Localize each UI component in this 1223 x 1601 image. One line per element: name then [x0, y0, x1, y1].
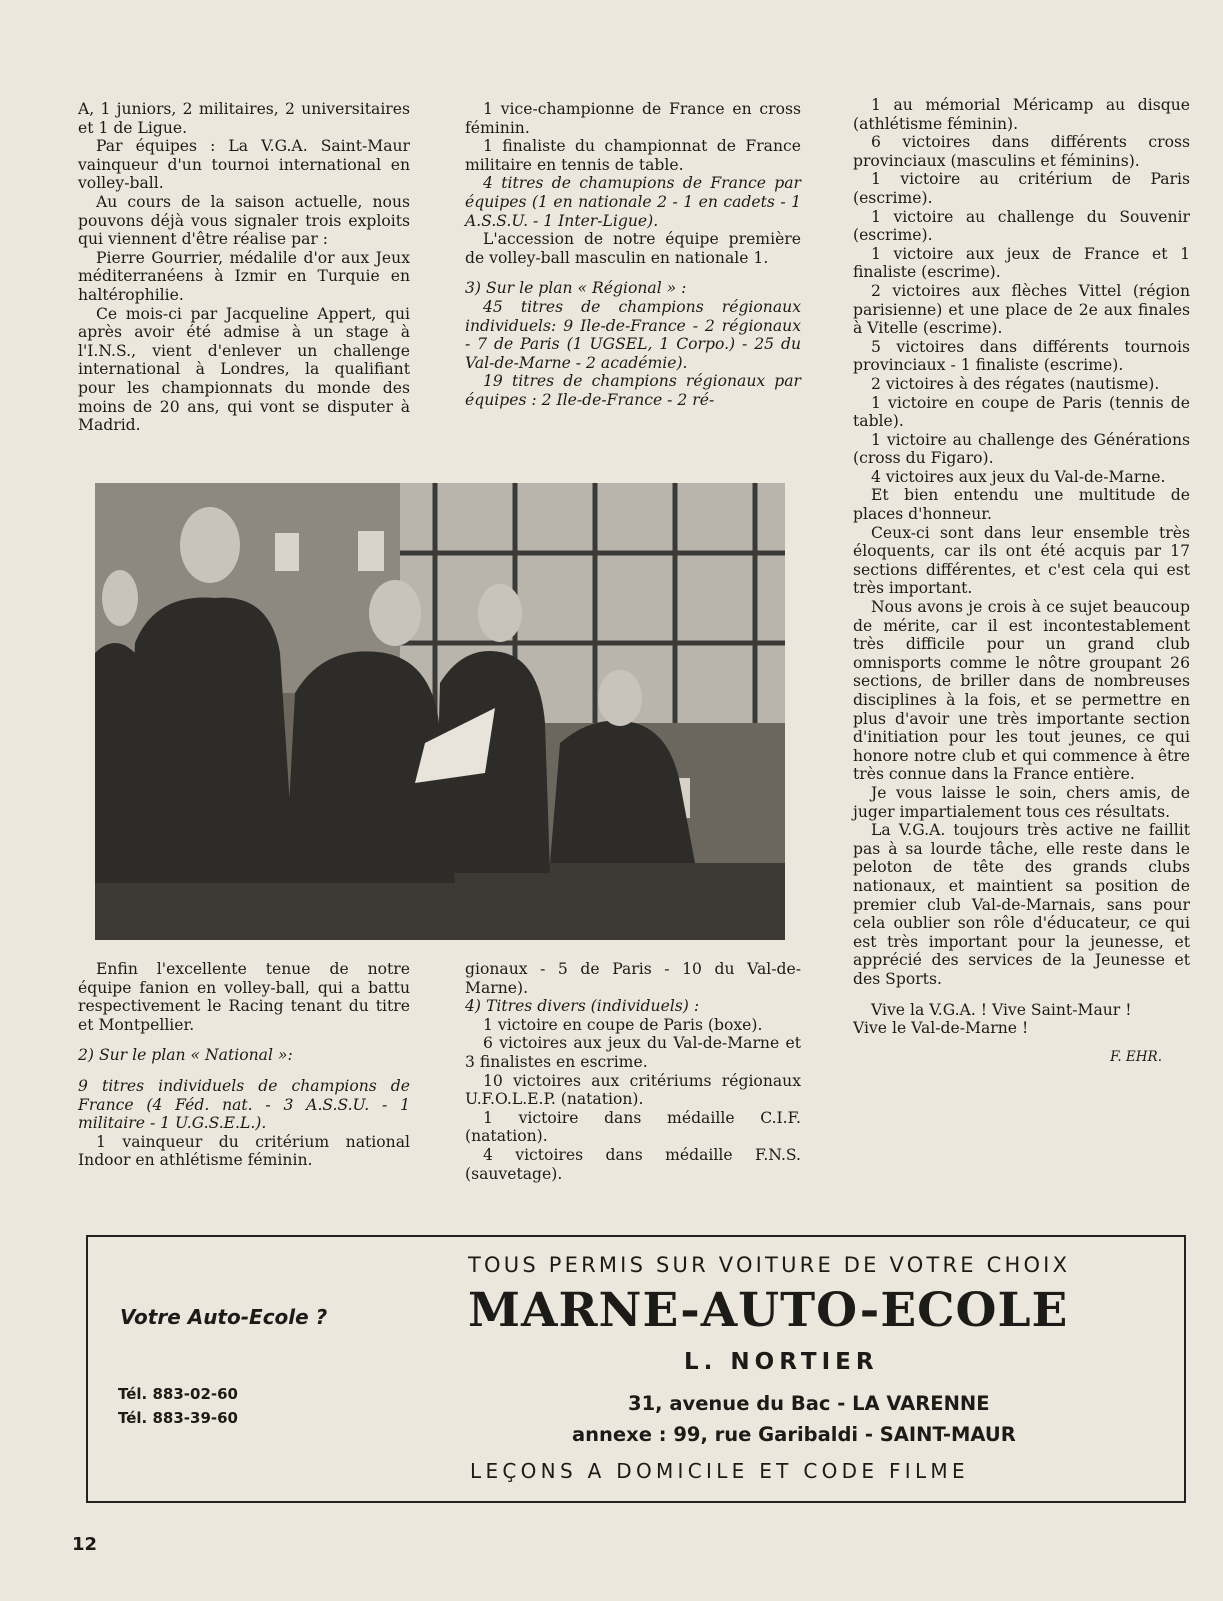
section-heading: 4) Titres divers (individuels) : [465, 997, 700, 1016]
ad-phone: Tél. 883-02-60 [118, 1385, 238, 1403]
left-column-bottom [78, 960, 410, 1170]
ad-tagline: Votre Auto-Ecole ? [120, 1305, 328, 1329]
left-column-top [78, 100, 410, 435]
paragraph: 1 finaliste du championnat de France militaire en tennis de table. [465, 137, 801, 174]
paragraph: 2 victoires à des régates (nautisme). [871, 374, 1160, 393]
advertisement-box [86, 1235, 1186, 1503]
paragraph: 2 victoires aux flèches Vittel (région parisienne) et une place de 2e aux finales à Vitelle (escrime). [853, 281, 1190, 338]
paragraph: 1 au mémorial Méricamp au disque (athlétisme féminin). [853, 96, 1190, 133]
paragraph: 1 victoire en coupe de Paris (boxe). [483, 1015, 763, 1034]
section-heading: 2) Sur le plan « National »: [78, 1046, 293, 1065]
ad-address: 31, avenue du Bac - LA VARENNE [628, 1392, 990, 1415]
paragraph: Et bien entendu une multitude de places d'honneur. [853, 486, 1190, 524]
paragraph: Au cours de la saison actuelle, nous pouvons déjà vous signaler trois exploits qui viennent d'être réalise par : [78, 192, 410, 249]
ad-brand-name: MARNE-AUTO-ECOLE [468, 1283, 1069, 1338]
closing-line: Vive la V.G.A. ! Vive Saint-Maur ! [871, 1000, 1132, 1019]
page-number: 12 [72, 1534, 98, 1555]
paragraph: Je vous laisse le soin, chers amis, de juger impartialement tous ces résultats. [853, 783, 1190, 821]
paragraph: gionaux - 5 de Paris - 10 du Val-de-Marne). [465, 960, 801, 997]
paragraph: 5 victoires dans différents tournois provinciaux - 1 finaliste (escrime). [853, 337, 1190, 375]
paragraph: 1 vice-championne de France en cross féminin. [465, 100, 801, 137]
paragraph: 9 titres individuels de champions de France (4 Féd. nat. - 3 A.S.S.U. - 1 militaire - 1 U.G.S.E.L.). [78, 1076, 410, 1133]
paragraph: Ce mois-ci par Jacqueline Appert, qui après avoir été admise à un stage à l'I.N.S., vient d'enlever un challenge international à Londres, la qualifiant pour les championnats du monde des moins de 20 ans, qui vont se disputer à Madrid. [78, 304, 410, 435]
paragraph: 4 victoires dans médaille F.N.S. (sauvetage). [465, 1145, 801, 1183]
paragraph: Par équipes : La V.G.A. Saint-Maur vainqueur d'un tournoi international en volley-ball. [78, 137, 410, 193]
paragraph: 1 vainqueur du critérium national Indoor en athlétisme féminin. [78, 1132, 410, 1170]
paragraph: 1 victoire au critérium de Paris (escrime). [853, 170, 1190, 207]
paragraph: La V.G.A. toujours très active ne faillit pas à sa lourde tâche, elle reste dans le peloton de tête des grands clubs nationaux, et maintient sa position de premier club Val-de-Marnais, sans pour cela oublier son rôle d'éducateur, ce qui est très important pour la jeunesse, et apprécié des services de la Jeunesse et des Sports. [853, 821, 1190, 988]
paragraph: 4 victoires aux jeux du Val-de-Marne. [871, 467, 1166, 486]
closing-line: Vive le Val-de-Marne ! [853, 1019, 1029, 1038]
paragraph: Pierre Gourrier, médalile d'or aux Jeux méditerranéens à Izmir en Turquie en haltérophilie. [78, 248, 410, 304]
paragraph: Enfin l'excellente tenue de notre équipe fanion en volley-ball, qui a battu respectivement le Racing tenant du titre et Montpellier. [78, 960, 410, 1034]
paragraph: 1 victoire aux jeux de France et 1 finaliste (escrime). [853, 244, 1190, 282]
paragraph: A, 1 juniors, 2 militaires, 2 universitaires et 1 de Ligue. [78, 100, 410, 137]
ad-phone: Tél. 883-39-60 [118, 1409, 238, 1427]
paragraph: 1 victoire en coupe de Paris (tennis de table). [853, 393, 1190, 431]
section-heading: 3) Sur le plan « Régional » : [465, 279, 687, 298]
paragraph: Ceux-ci sont dans leur ensemble très éloquents, car ils ont été acquis par 17 sections différentes, et c'est cela qui est très important. [853, 523, 1190, 598]
paragraph: 10 victoires aux critériums régionaux U.F.O.L.E.P. (natation). [465, 1071, 801, 1109]
middle-column-bottom [465, 960, 801, 1183]
paragraph: 45 titres de champions régionaux individuels: 9 Ile-de-France - 2 régionaux - 7 de Paris (1 UGSEL, 1 Corpo.) - 25 du Val-de-Marne - 2 académie). [465, 297, 801, 372]
paragraph: Nous avons je crois à ce sujet beaucoup de mérite, car il est incontestablement très difficile pour un grand club omnisports comme le nôtre groupant 26 sections, de briller dans de nombreuses disciplines à la fois, et se permettre en plus d'avoir une très importante section d'initiation pour les tout jeunes, ce qui honore notre club et qui commence à être très connue dans la France entière. [853, 598, 1190, 784]
ad-annexe: annexe : 99, rue Garibaldi - SAINT-MAUR [572, 1423, 1016, 1446]
paragraph: 4 titres de chamupions de France par équipes (1 en nationale 2 - 1 en cadets - 1 A.S.S.U. - 1 Inter-Ligue). [465, 174, 801, 230]
paragraph: L'accession de notre équipe première de volley-ball masculin en nationale 1. [465, 230, 801, 267]
paragraph: 6 victoires dans différents cross provinciaux (masculins et féminins). [853, 133, 1190, 170]
paragraph: 1 victoire au challenge des Générations (cross du Figaro). [853, 430, 1190, 468]
right-column [853, 96, 1190, 1066]
paragraph: 6 victoires aux jeux du Val-de-Marne et 3 finalistes en escrime. [465, 1034, 801, 1071]
middle-column-top [465, 100, 801, 410]
paragraph: 1 victoire dans médaille C.I.F. (natation). [465, 1108, 801, 1146]
paragraph: 19 titres de champions régionaux par équipes : 2 Ile-de-France - 2 ré- [465, 372, 801, 409]
ad-owner: L. NORTIER [684, 1349, 879, 1375]
paragraph: 1 victoire au challenge du Souvenir (escrime). [853, 207, 1190, 245]
photo-illustration [95, 483, 785, 940]
ad-top-line: TOUS PERMIS SUR VOITURE DE VOTRE CHOIX [468, 1253, 1071, 1277]
signature: F. EHR. [1110, 1048, 1162, 1065]
ad-bottom-line: LEÇONS A DOMICILE ET CODE FILME [470, 1459, 969, 1483]
photo [95, 483, 785, 940]
